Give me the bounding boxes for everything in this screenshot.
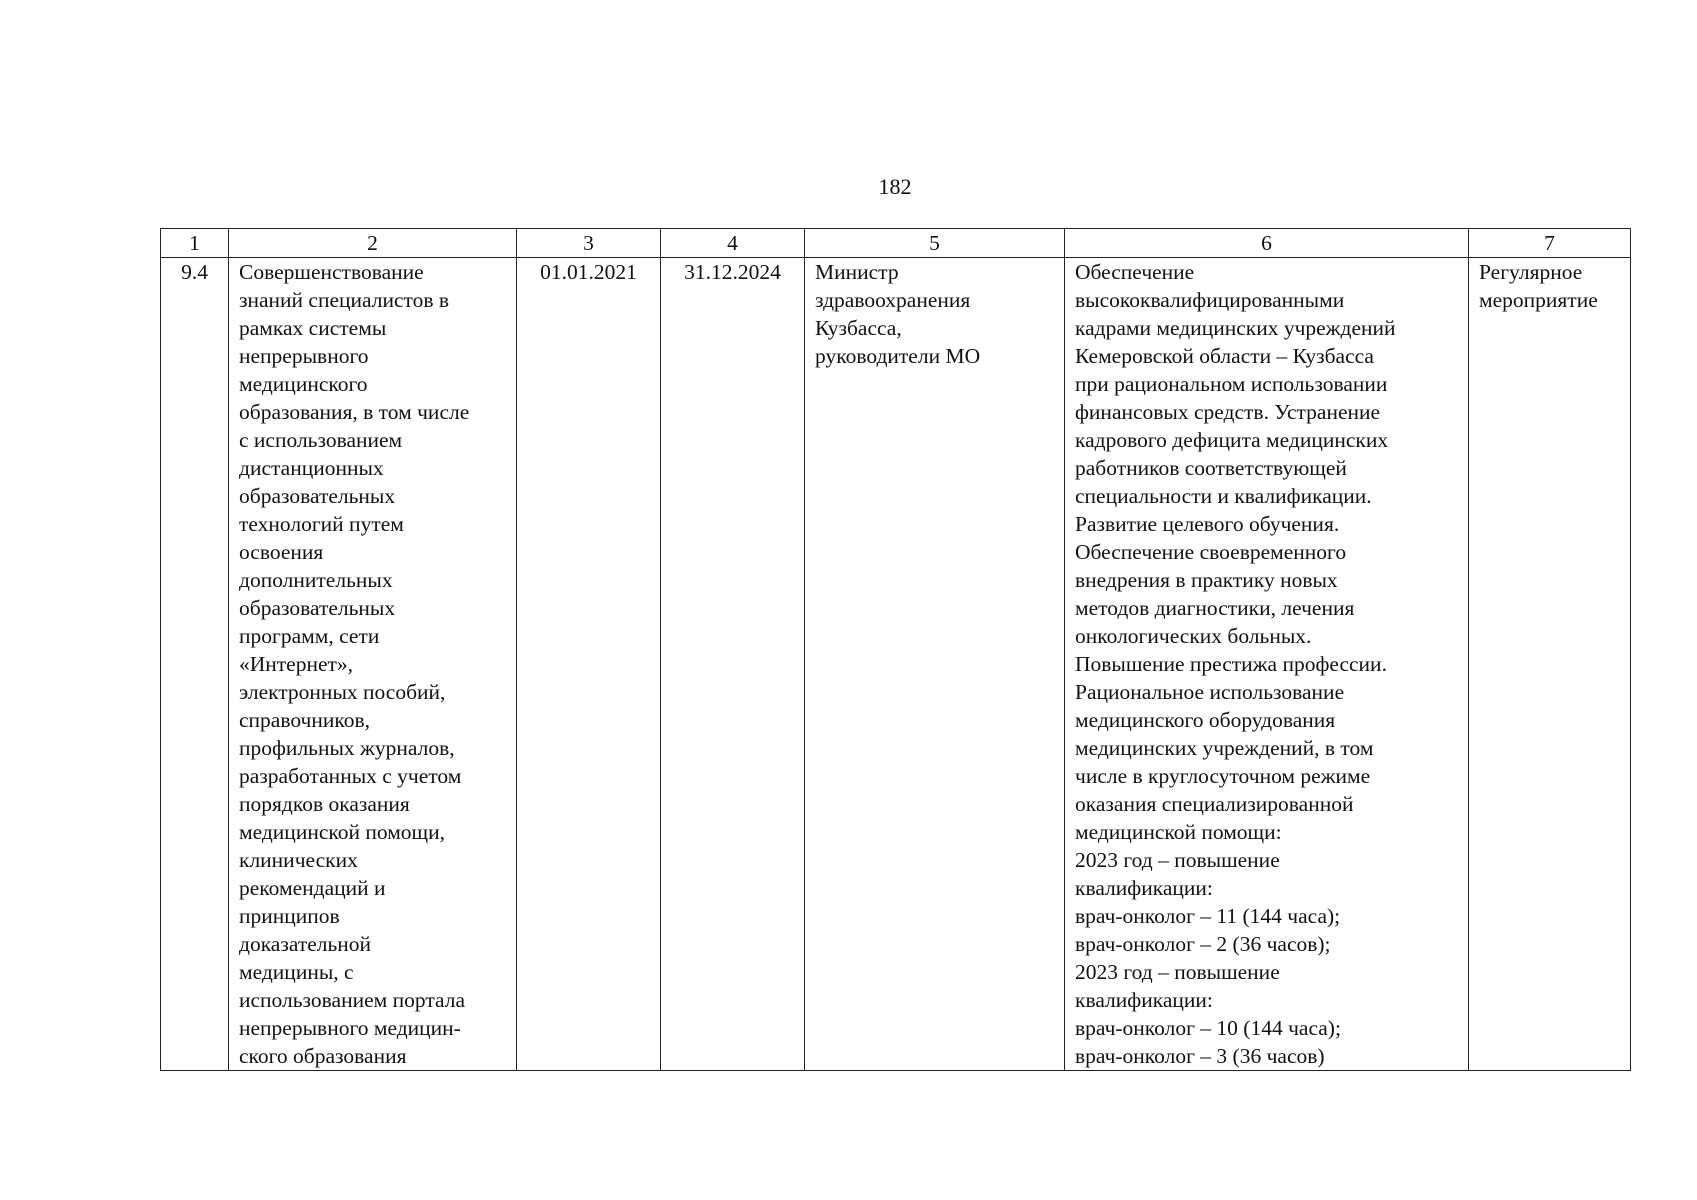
start-date-cell: 01.01.2021 [517,258,661,1071]
column-header-3: 3 [517,229,661,258]
table-row [161,258,1631,1071]
column-header-2: 2 [229,229,517,258]
measure-type-cell: Регулярное мероприятие [1469,258,1631,1071]
column-header-6: 6 [1065,229,1469,258]
measure-description-cell: Совершенствование знаний специалистов в рамках системы непрерывного медицинского образования, в том числе с использованием дистанционных образовательных технологий путем освоения дополнительных образовательных программ, сети «Интернет», электронных пособий, справочников, профильных журналов, разработанных с учетом порядков оказания медицинской помощи, клинических рекомендаций и принципов доказательной медицины, с использованием портала непрерывного медицин- ского образования [229,258,517,1071]
measures-table [160,228,1631,1071]
column-header-4: 4 [661,229,805,258]
column-header-7: 7 [1469,229,1631,258]
result-cell: Обеспечение высококвалифицированными кадрами медицинских учреждений Кемеровской области – Кузбасса при рациональном использовании финансовых средств. Устранение кадрового дефицита медицинских работников соответствующей специальности и квалификации. Развитие целевого обучения. Обеспечение своевременного внедрения в практику новых методов диагностики, лечения онкологических больных. Повышение престижа профессии. Рациональное использование медицинского оборудования медицинских учреждений, в том числе в круглосуточном режиме оказания специализированной медицинской помощи: 2023 год – повышение квалификации: врач-онколог – 11 (144 часа); врач-онколог – 2 (36 часов); 2023 год – повышение квалификации: врач-онколог – 10 (144 часа); врач-онколог – 3 (36 часов) [1065,258,1469,1071]
end-date-cell: 31.12.2024 [661,258,805,1071]
row-number-cell: 9.4 [161,258,229,1071]
page-number: 182 [878,174,912,199]
table-header-row [161,229,1631,258]
column-header-1: 1 [161,229,229,258]
responsible-cell: Министр здравоохранения Кузбасса, руководители МО [805,258,1065,1071]
column-header-5: 5 [805,229,1065,258]
